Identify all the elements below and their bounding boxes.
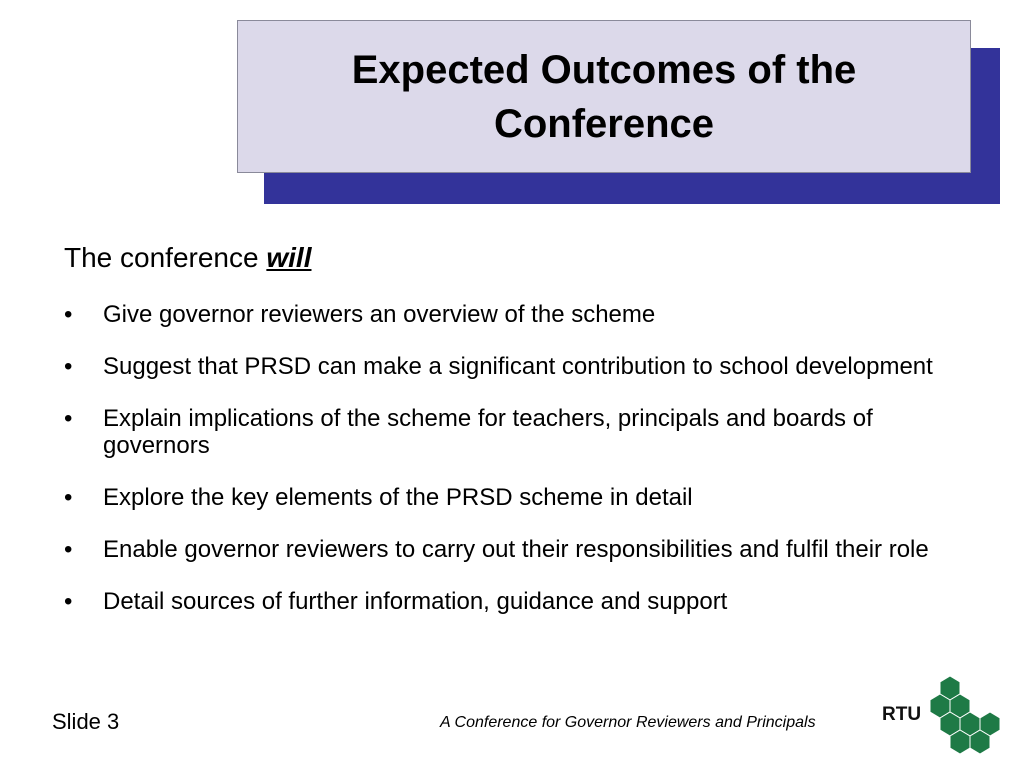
bullet-text: Explore the key elements of the PRSD scheme in detail: [103, 484, 693, 511]
bullet-item: [64, 484, 944, 511]
bullet-item: [64, 536, 944, 563]
logo-text: RTU: [882, 704, 922, 725]
bullet-item: [64, 353, 944, 380]
bullet-symbol: •: [64, 353, 73, 380]
bullet-text: Give governor reviewers an overview of the scheme: [103, 301, 656, 328]
bullet-symbol: •: [64, 588, 73, 615]
bullet-symbol: •: [64, 484, 73, 511]
bullet-symbol: •: [64, 405, 73, 432]
bullet-text: Enable governor reviewers to carry out their responsibilities and fulfil their role: [103, 536, 929, 563]
intro-text: The conference: [64, 242, 259, 273]
title-box: [237, 20, 971, 173]
slide-title: Expected Outcomes of the Conference: [351, 47, 857, 146]
intro-line: [64, 240, 311, 276]
bullet-item: [64, 301, 944, 328]
bullet-item: [64, 405, 944, 459]
bullet-text: Suggest that PRSD can make a significant contribution to school development: [103, 353, 933, 380]
intro-emphasis: will: [266, 242, 312, 273]
footer-conference-name: A Conference for Governor Reviewers and Principals: [440, 714, 816, 731]
bullet-list: [64, 301, 944, 615]
slide-number: Slide 3: [52, 709, 120, 734]
bullet-symbol: •: [64, 536, 73, 563]
bullet-text: Detail sources of further information, guidance and support: [103, 588, 728, 615]
bullet-symbol: •: [64, 301, 73, 328]
rtu-hexagon-logo-icon: [880, 672, 1004, 756]
bullet-text: Explain implications of the scheme for teachers, principals and boards of governors: [103, 405, 873, 459]
bullet-item: [64, 588, 944, 615]
